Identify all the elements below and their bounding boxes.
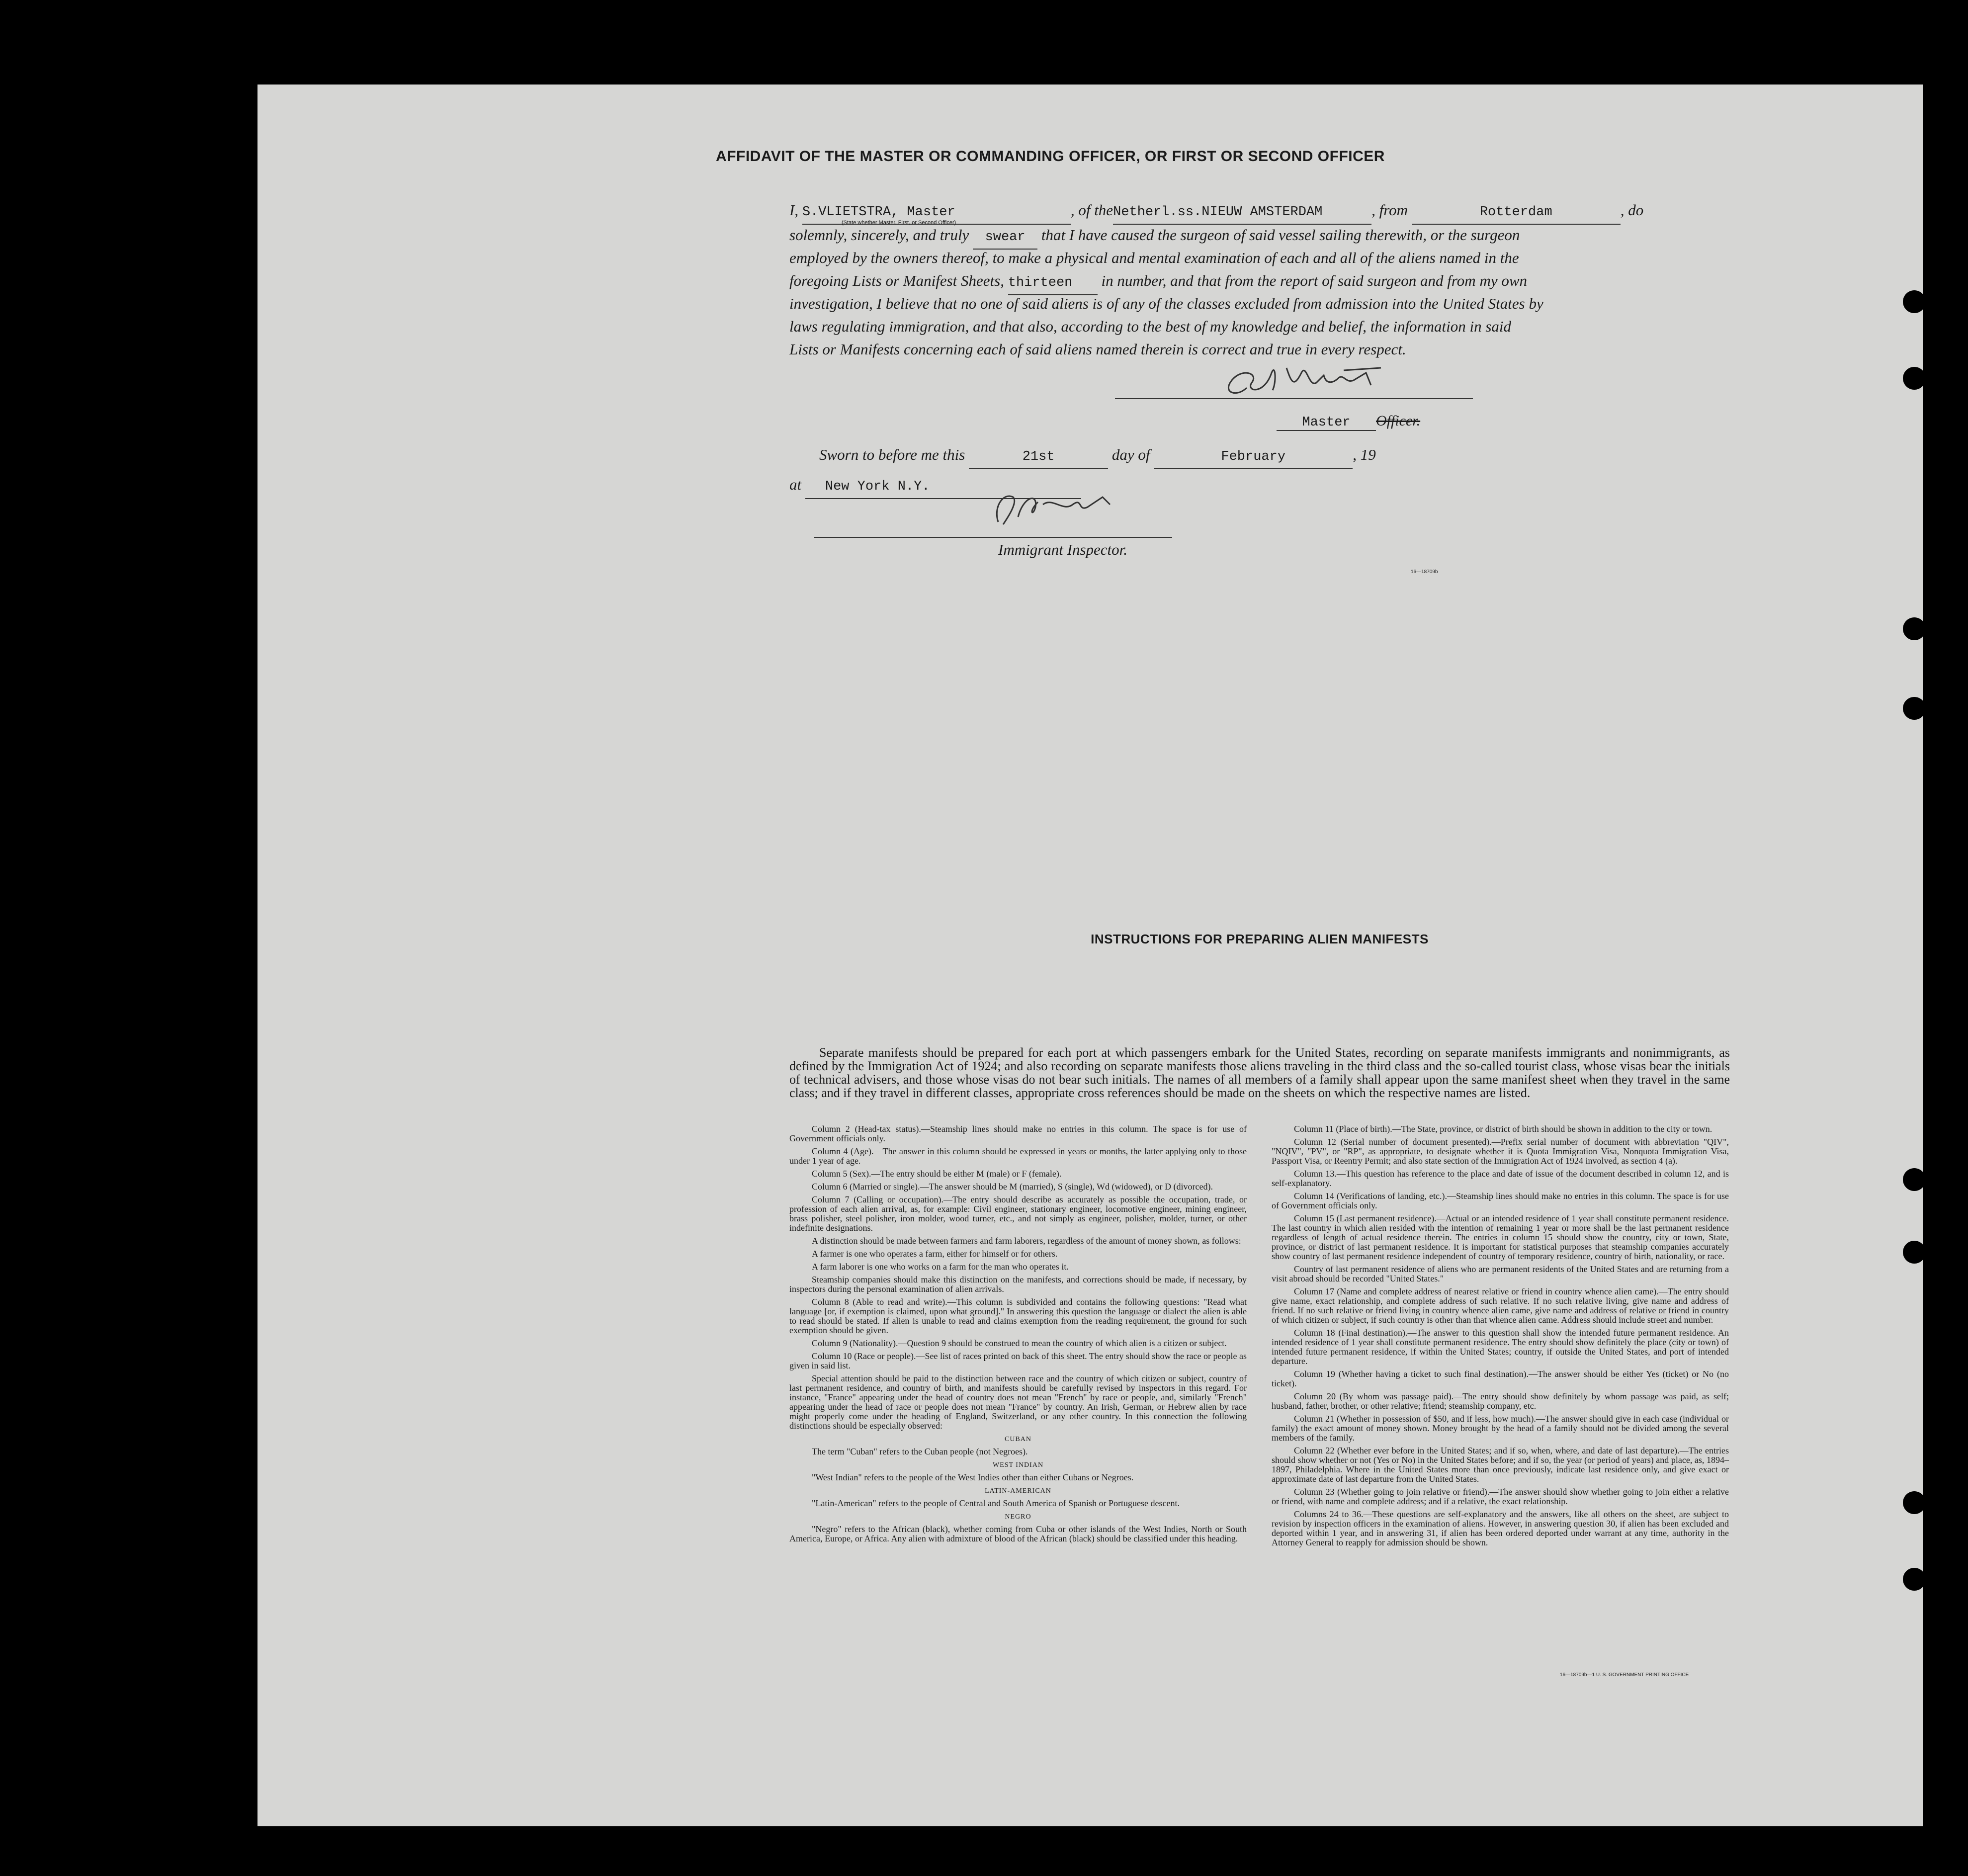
affidavit-line-7: Lists or Manifests concerning each of said aliens named therein is correct and true in every respect.: [789, 341, 1406, 358]
definition-heading: NEGRO: [1005, 1513, 1031, 1521]
inspector-signature: [983, 477, 1132, 532]
definition-text: "Latin-American" refers to the people of Central and South America of Spanish or Portuguese descent.: [812, 1498, 1180, 1508]
affidavit-line-5: investigation, I believe that no one of said aliens is of any of the classes excluded from admission into the United States by: [789, 295, 1543, 312]
affidavit-prefix: I,: [789, 201, 799, 219]
punch-hole: [1903, 290, 1926, 313]
right-paragraph: Column 22 (Whether ever before in the United States; and if so, when, where, and date of last departure).—The entries should show whether or not (Yes or No) in the United States before; and if so, the year (or period of years) and place, as, 1894–1897, Philadelphia. Where in the United States more than once previously, indicate last residence only, and give exact or approximate date of last departure from the United States.: [1272, 1446, 1729, 1484]
definition-heading: CUBAN: [1004, 1436, 1031, 1443]
left-paragraph: Steamship companies should make this distinction on the manifests, and corrections should be made, if necessary, by inspectors during the personal examination of alien arrivals.: [789, 1275, 1247, 1294]
manifest-page: [257, 85, 1923, 1826]
right-paragraph: Column 13.—This question has reference to the place and date of issue of the document described in column 12, and is self-explanatory.: [1272, 1169, 1729, 1188]
right-paragraph: Column 14 (Verifications of landing, etc.).—Steamship lines should make no entries in this column. The space is for use of Government officials only.: [1272, 1191, 1729, 1210]
printing-office-footer: 16—18709b—1 U. S. GOVERNMENT PRINTING OFFICE: [1560, 1672, 1689, 1678]
day-field: 21st: [969, 445, 1108, 469]
port-field: Rotterdam: [1412, 201, 1621, 225]
right-paragraph: Column 23 (Whether going to join relative or friend).—The answer should show whether going to join either a relative or friend, with name and complete address; and if a relative, the exact relationship.: [1272, 1487, 1729, 1506]
rank-field: Master: [1277, 415, 1376, 431]
punch-hole: [1903, 1491, 1926, 1514]
inspector-signature-line: [814, 537, 1172, 538]
definition-text: The term "Cuban" refers to the Cuban people (not Negroes).: [812, 1447, 1028, 1456]
place-line: at New York N.Y.: [789, 473, 1729, 499]
right-paragraph: Column 11 (Place of birth).—The State, province, or district of birth should be shown in addition to the city or town.: [1294, 1124, 1712, 1134]
right-paragraph: Column 15 (Last permanent residence).—Actual or an intended residence of 1 year shall constitute permanent residence. The last country in which alien resided with the intention of remaining 1 year or more shall be the last permanent residence regardless of length of actual residence therein. The entries in column 15 should show the country, city or town, State, province, or district of last permanent residence. It is important for statistical purposes that steamship companies accurately show country of last permanent residence independent of country of temporary residence, country of birth, nationality, or race.: [1272, 1213, 1729, 1261]
affidavit-line-2: solemnly, sincerely, and truly swear that I have caused the surgeon of said vessel sailing therewith, or the surgeon: [789, 224, 1729, 250]
affidavit-title: AFFIDAVIT OF THE MASTER OR COMMANDING OFFICER, OR FIRST OR SECOND OFFICER: [716, 148, 1385, 165]
do-label: , do: [1620, 201, 1644, 219]
left-paragraph: A farmer is one who operates a farm, either for himself or for others.: [812, 1249, 1058, 1259]
master-signature: [1217, 353, 1426, 408]
right-paragraph: Column 12 (Serial number of document presented).—Prefix serial number of document with abbreviation "QIV", "NQIV", "PV", or "RP", as appropriate, to designate whether it is Quota Immigration Visa, Nonquota Immigration Visa, Passport Visa, or Reentry Permit; and also state section of the Immigration Act of 1924 involved, as section 4 (a).: [1272, 1137, 1729, 1166]
right-paragraph: Column 19 (Whether having a ticket to such final destination).—The answer should be either Yes (ticket) or No (no ticket).: [1272, 1369, 1729, 1388]
affidavit-line-3: employed by the owners thereof, to make a physical and mental examination of each and all of the aliens named in the: [789, 249, 1519, 266]
affidavit-line-4: foregoing Lists or Manifest Sheets, thirteen in number, and that from the report of said surgeon and from my own: [789, 269, 1729, 295]
sworn-line: Sworn to before me this 21st day of February , 19: [789, 443, 1729, 469]
punch-hole: [1903, 697, 1926, 720]
left-paragraph: Column 9 (Nationality).—Question 9 should be construed to mean the country of which alien is a citizen or subject.: [812, 1338, 1227, 1348]
left-paragraph: Column 5 (Sex).—The entry should be either M (male) or F (female).: [812, 1169, 1062, 1179]
punch-hole: [1903, 1568, 1926, 1591]
right-paragraph: Column 17 (Name and complete address of nearest relative or friend in country whence alien came).—The entry should give name, exact relationship, and complete address of such relative. If no such relative living, give name and address of friend. If no such relative or friend living in country whence alien came, give name and address of relative or friend in country of which citizen or subject, if such country is other than that whence alien came. Address should include street and number.: [1272, 1286, 1729, 1325]
right-paragraph: Column 21 (Whether in possession of $50, and if less, how much).—The answer should give in each case (individual or family) the exact amount of money shown. Money brought by the head of a family should not be divided among the several members of the family.: [1272, 1414, 1729, 1443]
sheet-count-field: thirteen: [1008, 271, 1098, 295]
instructions-right-column: [1272, 1124, 1729, 1551]
affidavit-form-number: 16—18709b: [1411, 569, 1438, 575]
master-signature-line: [1115, 398, 1473, 399]
instructions-left-column: [789, 1124, 1247, 1547]
left-paragraph: Column 6 (Married or single).—The answer should be M (married), S (single), Wd (widowed), or D (divorced).: [812, 1182, 1213, 1192]
right-paragraph: Country of last permanent residence of aliens who are permanent residents of the United States and are returning from a visit abroad should be recorded "United States.": [1272, 1264, 1729, 1283]
right-paragraph: Columns 24 to 36.—These questions are self-explanatory and the answers, like all others on the sheet, are subject to revision by inspection officers in the examination of aliens. However, in answering question 30, if alien has been excluded and deported within 1 year, and in answering 31, if alien has been ordered deported under warrant at any time, authority in the Attorney General to reapply for admission should be shown.: [1272, 1509, 1729, 1547]
officer-word: Officer.: [1376, 413, 1421, 429]
definition-heading: WEST INDIAN: [992, 1461, 1044, 1469]
punch-hole: [1903, 1168, 1926, 1191]
from-label: , from: [1371, 201, 1408, 219]
left-paragraph: Column 7 (Calling or occupation).—The entry should describe as accurately as possible the occupation, trade, or profession of each alien arrival, as, for example: Civil engineer, stationary engineer, locomotive engineer, mining engineer, brass polisher, steel polisher, iron molder, wood turner, etc., and not simply as engineer, polisher, molder, turner, or other indefinite designations.: [789, 1194, 1247, 1233]
punch-hole: [1903, 367, 1926, 390]
of-the-label: , of the: [1070, 201, 1113, 219]
left-paragraph: Special attention should be paid to the distinction between race and the country of which citizen or subject, country of last permanent residence, and country of birth, and manifests should be carefully revised by inspectors in this regard. For instance, "France" appearing under the head of country does not mean "French" by race or people, and, similarly "French" appearing under the head of race or people does not mean "France" by country. An Irish, German, or Hebrew alien by race might properly come under the heading of England, Switzerland, or any other country. In this connection the following distinctions should be especially observed:: [789, 1373, 1247, 1431]
definition-text: "West Indian" refers to the people of the West Indies other than either Cubans or Negroes.: [812, 1472, 1134, 1482]
place-field: New York N.Y.: [805, 475, 1081, 499]
instructions-title: INSTRUCTIONS FOR PREPARING ALIEN MANIFESTS: [1091, 932, 1429, 946]
punch-hole: [1903, 1241, 1926, 1264]
month-field: February: [1154, 445, 1353, 469]
left-paragraph: Column 2 (Head-tax status).—Steamship lines should make no entries in this column. The space is for use of Government officials only.: [789, 1124, 1247, 1143]
left-paragraph: Column 4 (Age).—The answer in this column should be expressed in years or months, the latter applying only to those under 1 year of age.: [789, 1146, 1247, 1166]
oath-field: swear: [973, 226, 1037, 250]
officer-note: (State whether Master, First, or Second Officer): [842, 220, 956, 226]
definition-text: "Negro" refers to the African (black), whether coming from Cuba or other islands of the West Indies, North or South America, Europe, or Africa. Any alien with admixture of blood of the African (black) should be classified under this heading.: [789, 1524, 1247, 1543]
rank-line: [1277, 413, 1420, 431]
affidavit-line-6: laws regulating immigration, and that also, according to the best of my knowledge and belief, the information in said: [789, 318, 1512, 335]
officer-field: S.VLIETSTRA, Master: [802, 201, 1071, 225]
right-paragraph: Column 20 (By whom was passage paid).—The entry should show definitely by whom passage was paid, as self; husband, father, brother, or other relative; friend; steamship company, etc.: [1272, 1391, 1729, 1411]
left-paragraph: Column 10 (Race or people).—See list of races printed on back of this sheet. The entry should show the race or people as given in said list.: [789, 1351, 1247, 1370]
inspector-label: Immigrant Inspector.: [998, 541, 1128, 558]
left-paragraph: A distinction should be made between farmers and farm laborers, regardless of the amount of money shown, as follows:: [812, 1236, 1241, 1246]
left-paragraph: A farm laborer is one who works on a farm for the man who operates it.: [812, 1262, 1069, 1272]
vessel-field: Netherl.ss.NIEUW AMSTERDAM: [1113, 201, 1371, 225]
instructions-intro: Separate manifests should be prepared for each port at which passengers embark for the United States, recording on separate manifests immigrants and nonimmigrants, as defined by the Immigration Act of 1924; and also recording on separate manifests those aliens traveling in the third class and the so-called tourist class, whose visas bear the initials of technical advisers, and those whose visas do not bear such initials. The names of all members of a family shall appear upon the same manifest sheet when they travel in the same class; and if they travel in different classes, appropriate cross references should be made on the sheets on which the respective names are listed.: [789, 1045, 1730, 1100]
right-paragraph: Column 18 (Final destination).—The answer to this question shall show the intended future permanent residence. An intended residence of 1 year shall constitute permanent residence. The entry should show definitely the place (city or town) of intended future permanent residence, if within the United States; country, if outside the United States, and port of intended departure.: [1272, 1328, 1729, 1366]
definition-heading: LATIN-AMERICAN: [985, 1487, 1051, 1495]
left-paragraph: Column 8 (Able to read and write).—This column is subdivided and contains the following questions: "Read what language [or, if exemption is claimed, upon what ground]." In answering this question the language or dialect the alien is able to read should be stated. If alien is unable to read and claims exemption from the reading requirement, the ground for such exemption should be given.: [789, 1297, 1247, 1335]
punch-hole: [1903, 617, 1926, 640]
